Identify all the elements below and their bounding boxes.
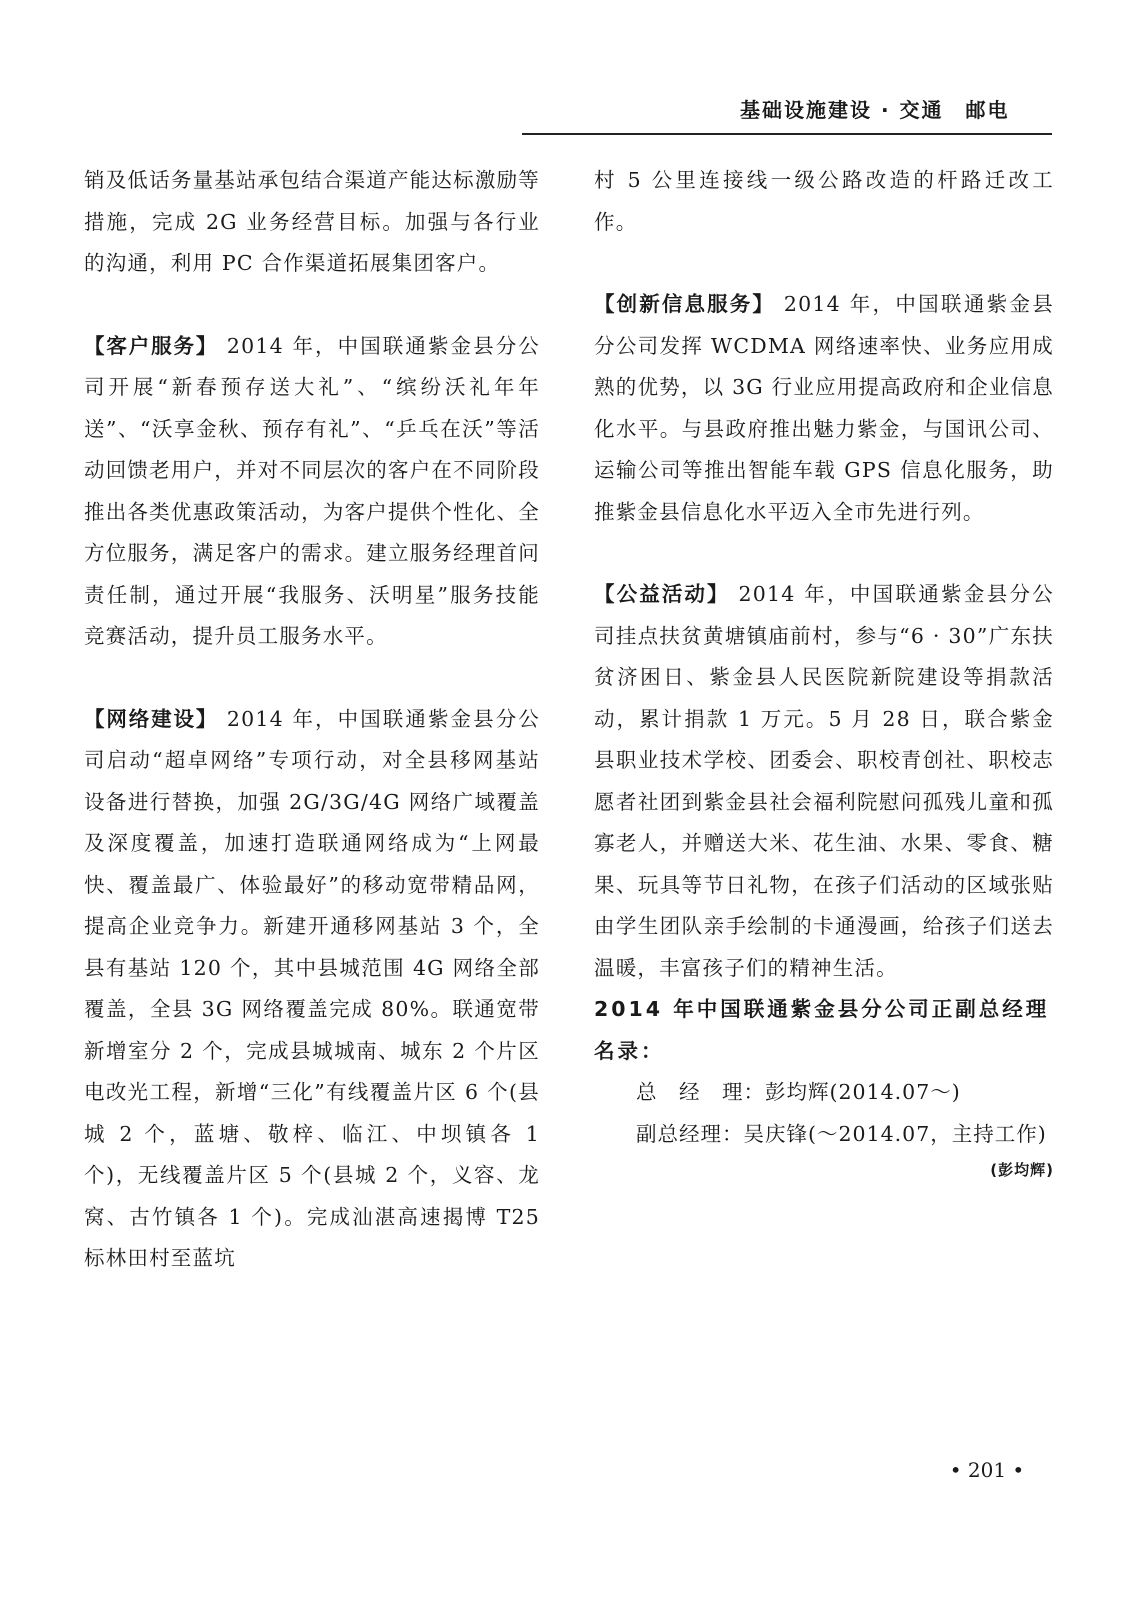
section-title: 【客户服务】 <box>84 333 219 358</box>
section-text: 2014 年，中国联通紫金县分公司开展“新春预存送大礼”、“缤纷沃礼年年送”、“沃享金秋、预存有礼”、“乒乓在沃”等活动回馈老用户，并对不同层次的客户在不同阶段推出各类优惠政策活动，为客户提供个性化、全方位服务，满足客户的需求。建立服务经理首问责任制，通过开展“我服务、沃明星”服务技能竞赛活动，提升员工服务水平。 <box>84 333 540 648</box>
left-column <box>84 160 540 1280</box>
charity-section <box>594 574 1054 989</box>
innovation-section <box>594 284 1054 533</box>
continued-paragraph: 销及低话务量基站承包结合渠道产能达标激励等措施，完成 2G 业务经营目标。加强与各行业的沟通，利用 PC 合作渠道拓展集团客户。 <box>84 168 540 275</box>
header-rule <box>522 133 1052 135</box>
section-text: 2014 年，中国联通紫金县分公司发挥 WCDMA 网络速率快、业务应用成熟的优势，以 3G 行业应用提高政府和企业信息化水平。与县政府推出魅力紫金，与国讯公司、运输公司等推出智能车载 GPS 信息化服务，助推紫金县信息化水平迈入全市先进行列。 <box>594 292 1055 524</box>
section-text: 2014 年，中国联通紫金县分公司挂点扶贫黄塘镇庙前村，参与“6 · 30”广东扶贫济困日、紫金县人民医院新院建设等捐款活动，累计捐款 1 万元。5 月 28 日，联合紫金县职业技术学校、团委会、职校青创社、职校志愿者社团到紫金县社会福利院慰问孤残儿童和孤寡老人，并赠送大米、花生油、水果、零食、糖果、玩具等节日礼物，在孩子们活动的区域张贴由学生团队亲手绘制的卡通漫画，给孩子们送去温暖，丰富孩子们的精神生活。 <box>594 582 1055 980</box>
section-title: 【创新信息服务】 <box>594 292 776 316</box>
section-title: 【公益活动】 <box>594 582 730 606</box>
managers-list-title: 2014 年中国联通紫金县分公司正副总经理名录： <box>594 997 1050 1063</box>
network-section <box>84 699 540 1280</box>
author-credit: (彭均辉) <box>990 1161 1054 1179</box>
section-title: 【网络建设】 <box>84 706 219 731</box>
running-header: 基础设施建设 · 交通 邮电 <box>740 98 1010 122</box>
managers-list-item: 副总经理：吴庆锋(～2014.07，主持工作) <box>636 1121 1047 1146</box>
customer-service-section <box>84 326 540 658</box>
managers-list-item: 总 经 理：彭均辉(2014.07～) <box>636 1080 961 1104</box>
page-number: • 201 • <box>949 1458 1025 1482</box>
continued-paragraph: 村 5 公里连接线一级公路改造的杆路迁改工作。 <box>594 168 1054 234</box>
right-column <box>594 160 1054 1181</box>
section-text: 2014 年，中国联通紫金县分公司启动“超卓网络”专项行动，对全县移网基站设备进行替换，加强 2G/3G/4G 网络广域覆盖及深度覆盖，加速打造联通网络成为“上网最快、覆盖最广、体验最好”的移动宽带精品网，提高企业竞争力。新建开通移网基站 3 个，全县有基站 120 个，其中县城范围 4G 网络全部覆盖，全县 3G 网络覆盖完成 80%。联通宽带新增室分 2 个，完成县城城南、城东 2 个片区电改光工程，新增“三化”有线覆盖片区 6 个(县城 2 个，蓝塘、敬梓、临江、中坝镇各 1 个)，无线覆盖片区 5 个(县城 2 个，义容、龙窝、古竹镇各 1 个)。完成汕湛高速揭博 T25 标林田村至蓝坑 <box>84 706 540 1270</box>
